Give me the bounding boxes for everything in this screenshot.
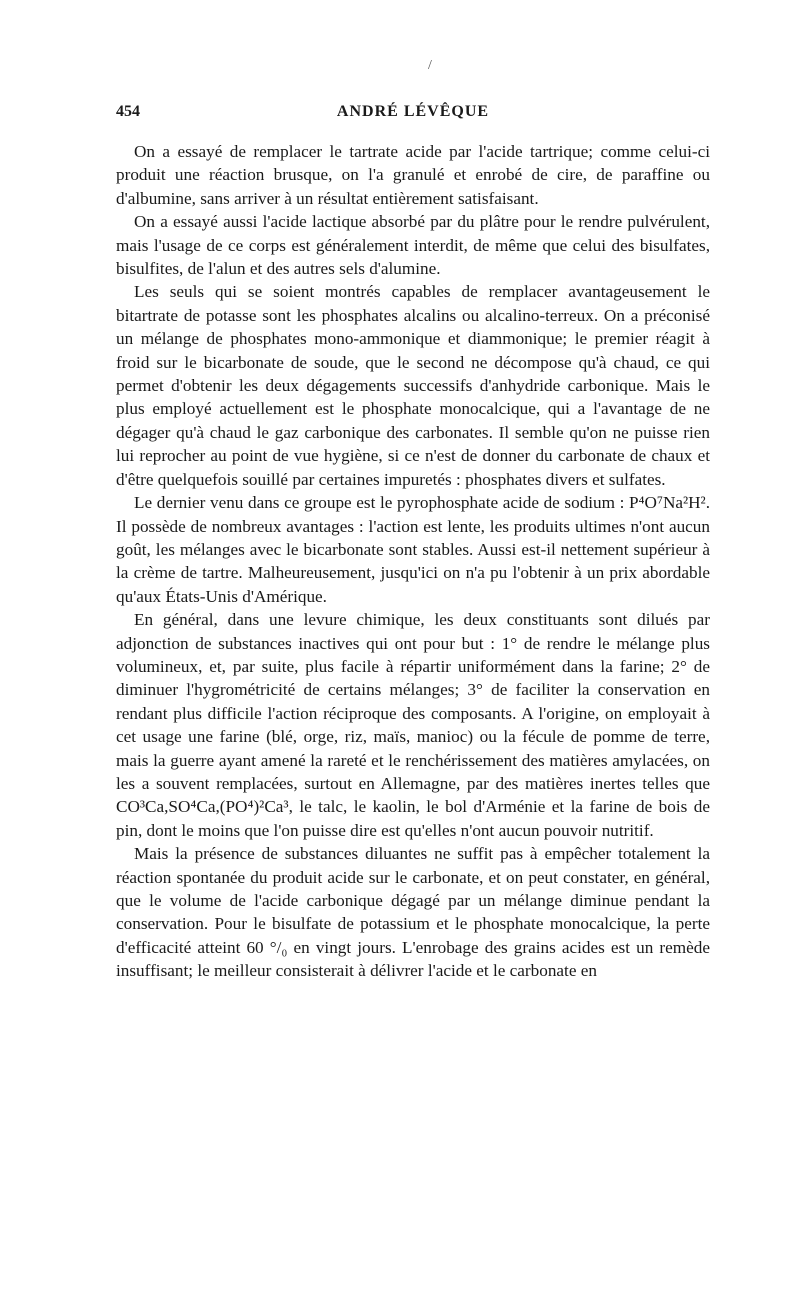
body-text bbox=[116, 140, 710, 983]
stray-mark: / bbox=[428, 58, 432, 73]
paragraph: Mais la présence de substances diluantes ne suffit pas à empêcher totalement la réaction spontanée du produit acide sur le carbonate, et on peut constater, en général, que le volume de l'acide carbonique dégagé par un mélange diminue pendant la conservation. Pour le bisulfate de potassium et le phosphate monocalcique, la perte d'efficacité atteint 60 °/₀ en vingt jours. L'enrobage des grains acides est un remède insuffisant; le meilleur consisterait à délivrer l'acide et le carbonate en bbox=[116, 844, 710, 981]
page-header bbox=[116, 103, 710, 125]
running-title: ANDRÉ LÉVÊQUE bbox=[336, 103, 490, 120]
paragraph: Le dernier venu dans ce groupe est le pyrophosphate acide de sodium : P⁴O⁷Na²H². Il possède de nombreux avantages : l'action est lente, les produits ultimes n'ont aucun goût, les mélanges avec le bicarbonate sont stables. Aussi est-il nettement supérieur à la crème de tartre. Malheureusement, jusqu'ici on n'a pu l'obtenir à un prix abordable qu'aux États-Unis d'Amérique. bbox=[116, 493, 710, 606]
paragraph: On a essayé de remplacer le tartrate acide par l'acide tartrique; comme celui-ci produit une réaction brusque, on l'a granulé et enrobé de cire, de paraffine ou d'albumine, sans arriver à un résultat entièrement satisfaisant. bbox=[116, 142, 710, 208]
page-number: 454 bbox=[116, 103, 140, 120]
paragraph: On a essayé aussi l'acide lactique absorbé par du plâtre pour le rendre pulvérulent, mais l'usage de ce corps est généralement interdit, de même que celui des bisulfates, bisulfites, de l'alun et des autres sels d'alumine. bbox=[116, 212, 710, 279]
paragraph: Les seuls qui se soient montrés capables de remplacer avantageusement le bitartrate de potasse sont les phosphates alcalins ou alcalino-terreux. On a préconisé un mélange de phosphates mono-ammonique et diammonique; le premier réagit à froid sur le bicarbonate de soude, que le second ne décompose qu'à chaud, ce qui permet d'obtenir les deux dégagements successifs d'anhydride carbonique. Mais le plus employé actuellement est le phosphate monocalcique, qui a l'avantage de ne dégager qu'à chaud le gaz carbonique des carbonates. Il semble qu'on ne puisse rien lui reprocher au point de vue hygiène, si ce n'est de donner du carbonate de chaux et d'être quelquefois souillé par certaines impuretés : phosphates divers et sulfates. bbox=[116, 282, 710, 489]
paragraph: En général, dans une levure chimique, les deux constituants sont dilués par adjonction de substances inactives qui ont pour but : 1° de rendre le mélange plus volumineux, et, par suite, plus facile à répartir uniformément dans la farine; 2° de diminuer l'hygrométricité de certains mélanges; 3° de faciliter la conservation en rendant plus difficile l'action réciproque des composants. A l'origine, on employait à cet usage une farine (blé, orge, riz, maïs, manioc) ou la fécule de pomme de terre, mais la guerre ayant amené la rareté et le renchérissement des matières amylacées, on les a souvent remplacées, surtout en Allemagne, par des matières inertes telles que CO³Ca,SO⁴Ca,(PO⁴)²Ca³, le talc, le kaolin, le bol d'Arménie et la farine de bois de pin, dont le moins que l'on puisse dire est qu'elles n'ont aucun pouvoir nutritif. bbox=[116, 610, 710, 840]
